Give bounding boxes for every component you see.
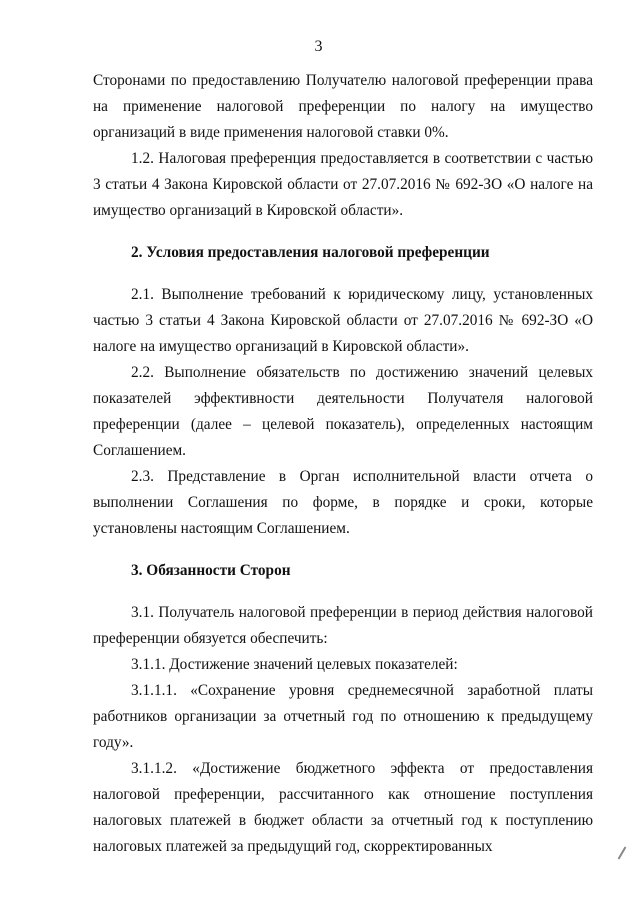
- paragraph-continuation: Сторонами по предоставлению Получателю налоговой преференции права на применение налоговой преференции по налогу на имущество организаций в виде применения налоговой ставки 0%.: [93, 72, 593, 141]
- paragraph-3-1-1-2: 3.1.1.2. «Достижение бюджетного эффекта от предоставления налоговой преференции, рассчитанного как отношение поступления налоговых платежей в бюджет области за отчетный год к поступлению налоговых платежей за предыдущий год, скорректированных: [93, 760, 593, 855]
- section-heading-2: 2. Условия предоставления налоговой преференции: [131, 244, 490, 261]
- paragraph-3-1-1: 3.1.1. Достижение значений целевых показателей:: [131, 656, 458, 673]
- paragraph-3-1: 3.1. Получатель налоговой преференции в период действия налоговой преференции обязуется обеспечить:: [93, 604, 593, 647]
- paragraph-2-1: 2.1. Выполнение требований к юридическому лицу, установленных частью 3 статьи 4 Закона Кировской области от 27.07.2016 № 692-ЗО «О налоге на имущество организаций в Кировской области».: [93, 286, 593, 355]
- paragraph-3-1-1-1: 3.1.1.1. «Сохранение уровня среднемесячной заработной платы работников организации за отчетный год по отношению к предыдущему году».: [93, 682, 593, 751]
- section-heading-3: 3. Обязанности Сторон: [131, 562, 291, 579]
- paragraph-1-2: 1.2. Налоговая преференция предоставляется в соответствии с частью 3 статьи 4 Закона Кировской области от 27.07.2016 № 692-ЗО «О налоге на имущество организаций в Кировской области».: [93, 150, 593, 219]
- document-body: [93, 68, 593, 860]
- paragraph-2-2: 2.2. Выполнение обязательств по достижению значений целевых показателей эффективности деятельности Получателя налоговой преференции (далее – целевой показатель), определенных настоящим Соглашением.: [93, 364, 593, 459]
- scan-artifact-mark: [618, 846, 627, 859]
- page-number: 3: [314, 38, 323, 55]
- paragraph-2-3: 2.3. Представление в Орган исполнительной власти отчета о выполнении Соглашения по форме, в порядке и сроки, которые установлены настоящим Соглашением.: [93, 468, 593, 537]
